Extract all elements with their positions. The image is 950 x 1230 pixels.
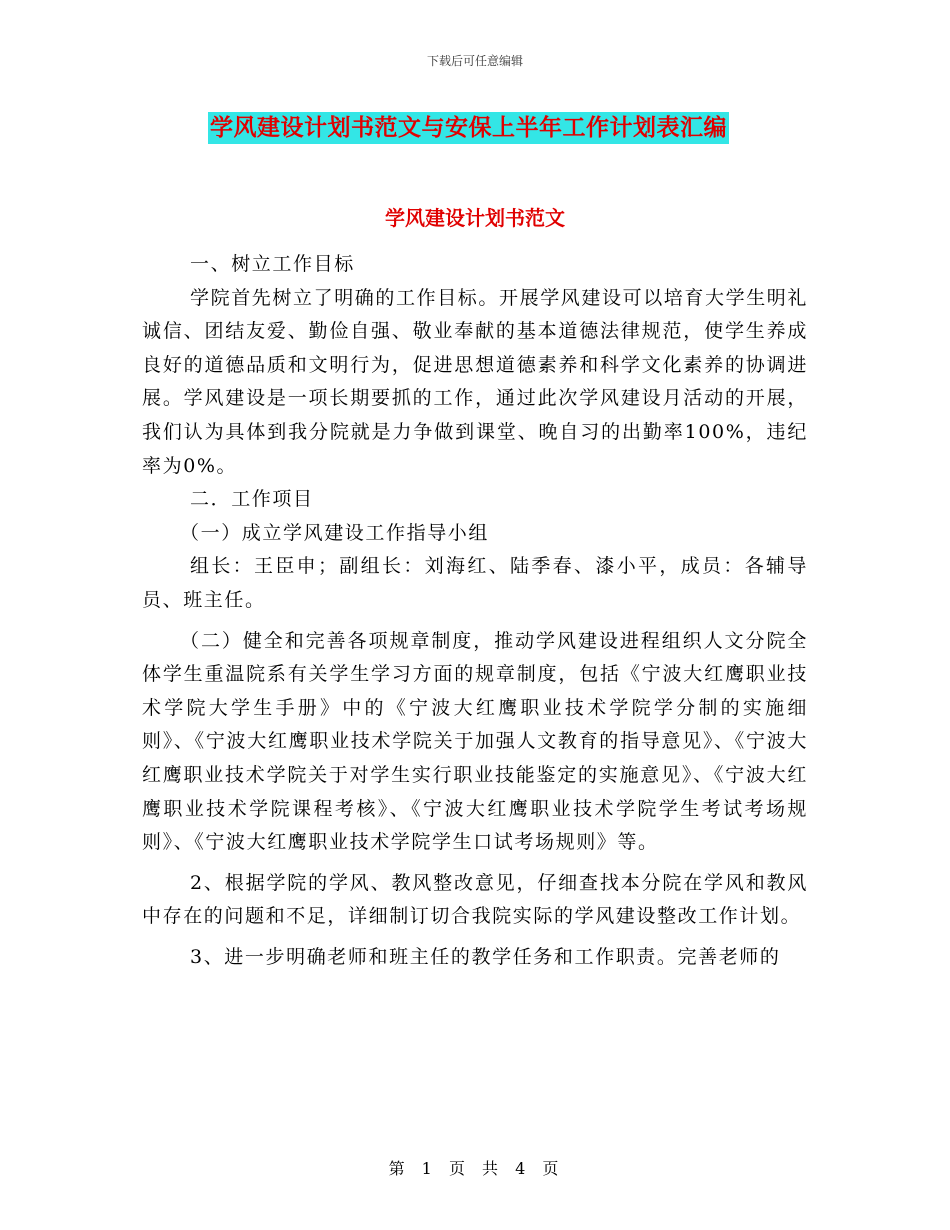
page-number: 第 1 页 共 4 页 bbox=[388, 1159, 562, 1178]
paragraph-goals: 学院首先树立了明确的工作目标。开展学风建设可以培育大学生明礼诚信、团结友爱、勤俭自强、敬业奉献的基本道德法律规范，使学生养成良好的道德品质和文明行为，促进思想道德素养和科学文化素养的协调进展。学风建设是一项长期要抓的工作，通过此次学风建设月活动的开展，我们认为具体到我分院就是力争做到课堂、晚自习的出勤率100%，违纪率为0%。 bbox=[142, 286, 809, 477]
paragraph-group-members: 组长：王臣申；副组长：刘海红、陆季春、漆小平，成员：各辅导员、班主任。 bbox=[142, 555, 808, 611]
heading-goals: 一、树立工作目标 bbox=[190, 253, 355, 275]
section-title: 学风建设计划书范文 bbox=[385, 206, 565, 230]
header-note: 下载后可任意编辑 bbox=[426, 54, 523, 68]
paragraph-rectification: 2、根据学院的学风、教风整改意见，仔细查找本分院在学风和教风中存在的问题和不足，详细制订切合我院实际的学风建设整改工作计划。 bbox=[142, 871, 808, 928]
document-title: 学风建设计划书范文与安保上半年工作计划表汇编 bbox=[208, 112, 729, 144]
paragraph-teacher-duties: 3、进一步明确老师和班主任的教学任务和工作职责。完善老师的 bbox=[190, 945, 781, 968]
document-body bbox=[142, 248, 808, 974]
subheading-guidance-group: （一）成立学风建设工作指导小组 bbox=[180, 521, 490, 544]
paragraph-regulations: （二）健全和完善各项规章制度，推动学风建设进程组织人文分院全体学生重温院系有关学生学习方面的规章制度，包括《宁波大红鹰职业技术学院大学生手册》中的《宁波大红鹰职业技术学院学分制的实施细则》、《宁波大红鹰职业技术学院关于加强人文教育的指导意见》、《宁波大红鹰职业技术学院关于对学生实行职业技能鉴定的实施意见》、《宁波大红鹰职业技术学院课程考核》、《宁波大红鹰职业技术学院学生考试考场规则》、《宁波大红鹰职业技术学院学生口试考场规则》等。 bbox=[142, 629, 808, 854]
heading-projects: 二．工作项目 bbox=[190, 488, 314, 511]
